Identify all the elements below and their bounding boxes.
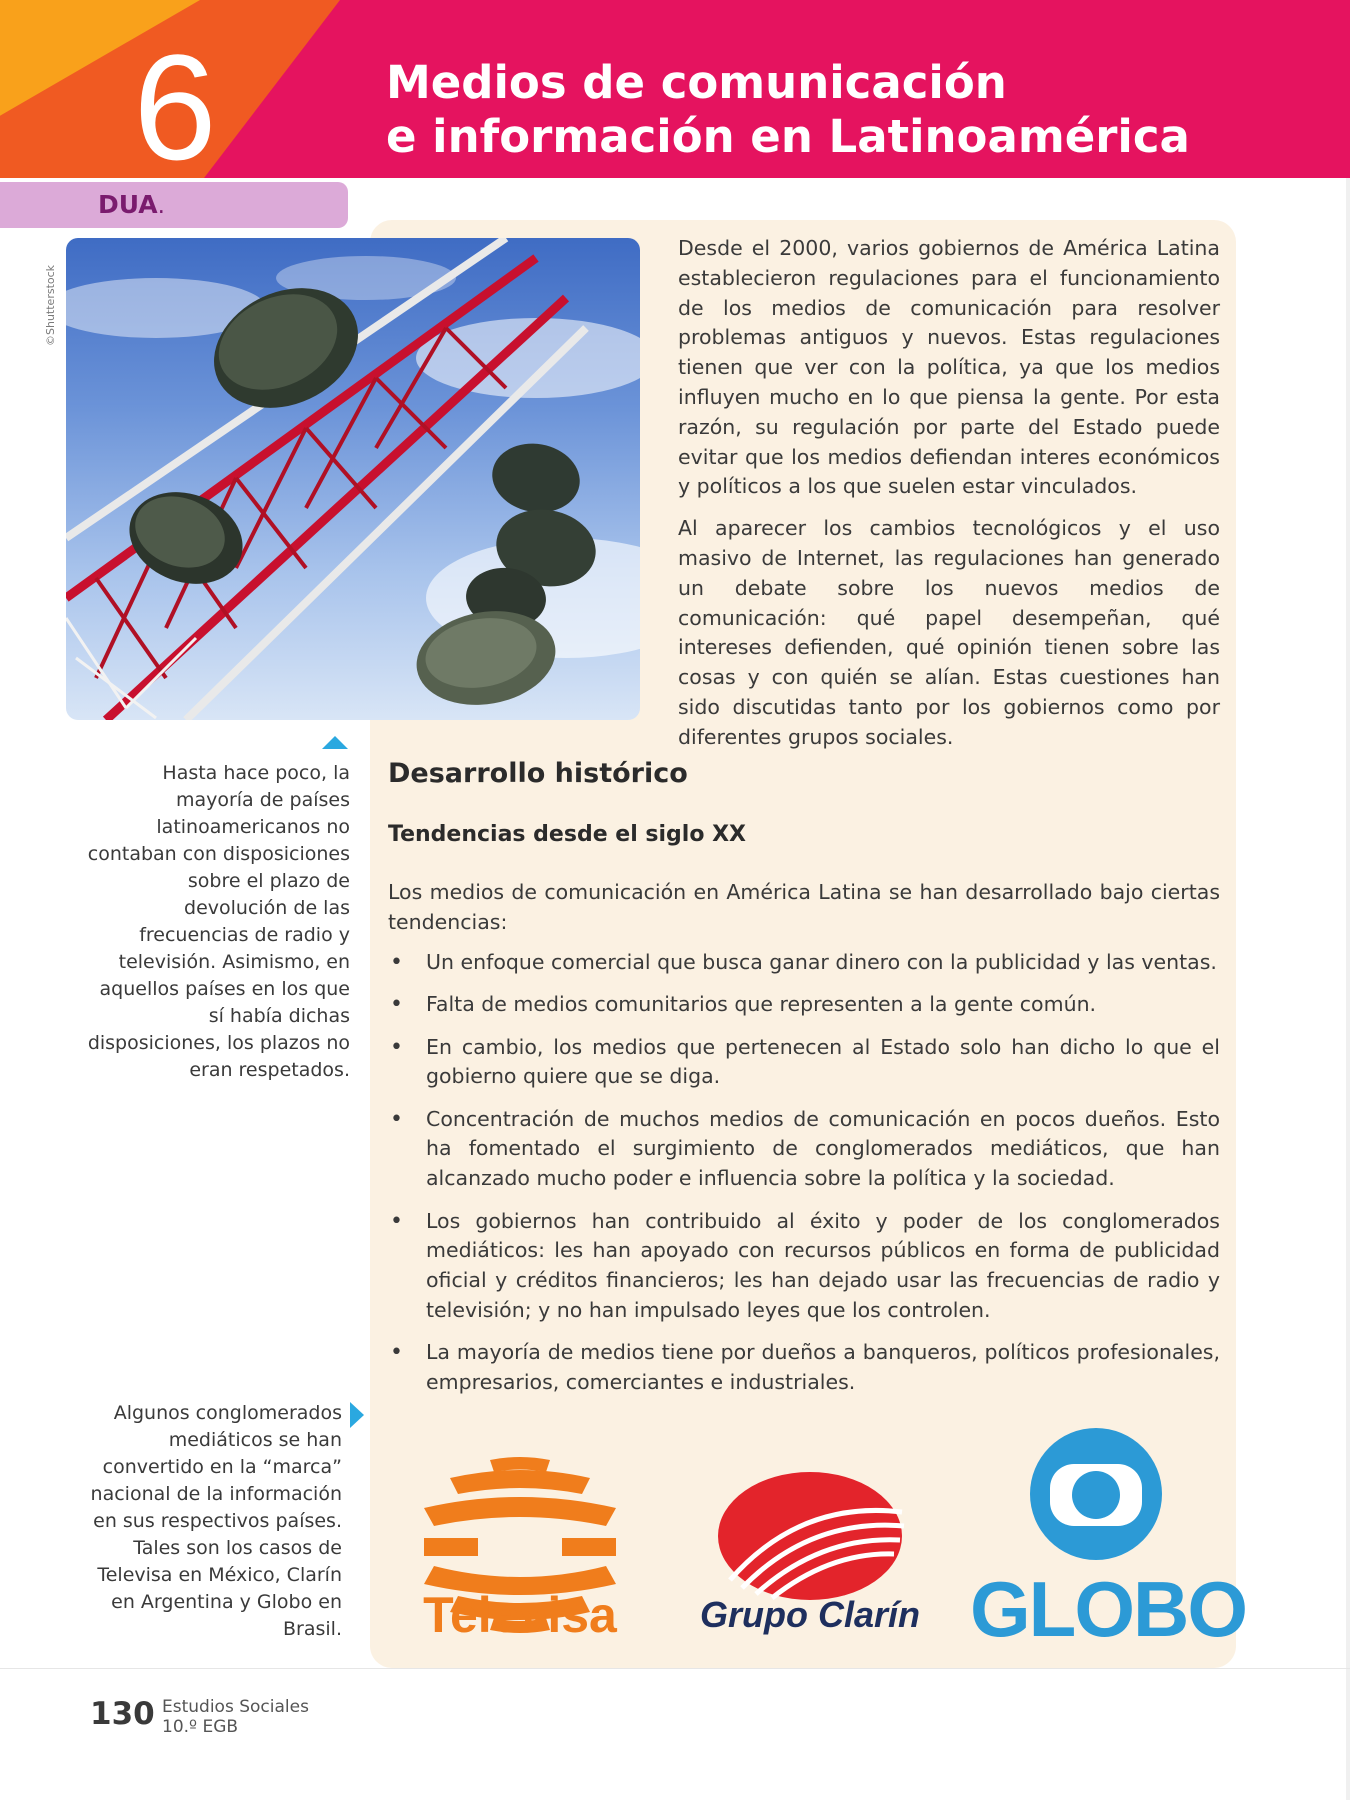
dua-badge-text: . [157,193,165,219]
unit-number: 6 [133,23,217,178]
list-item-text: Los gobiernos han contribuido al éxito y poder de los conglomerados mediáticos: les han apoyado con recursos públicos en forma de publicidad oficial y créditos financieros; les han dejado usar las frecuencias de radio y televisión; y no han impulsado leyes que los controlen. [426,1208,1220,1322]
unit-header [0,0,1350,178]
list-item-text: La mayoría de medios tiene por dueños a banqueros, políticos profesionales, empresarios, comerciantes e industriales. [426,1340,1220,1395]
intro-paragraph-2: Al aparecer los cambios tecnológicos y el uso masivo de Internet, las regulaciones han generado un debate sobre los nuevos medios de comunicación: qué papel desempeñan, qué intereses defienden, qué opinión tienen sobre las cosas y con quién se alían. Estas cuestiones han sido discutidas tanto por los gobiernos como por diferentes grupos sociales. [678,516,1220,749]
section-intro: Los medios de comunicación en América Latina se han desarrollado bajo ciertas tendencias: [388,880,1220,934]
section-title: Desarrollo histórico [388,758,688,789]
caption-arrow-right-icon [350,1402,364,1428]
page-number: 130 [90,1696,155,1732]
tower-illustration [66,238,640,720]
dua-badge [0,182,348,228]
footer-subject: Estudios Sociales [162,1697,309,1717]
bullet-icon: • [390,1034,403,1060]
tower-photo [66,238,640,720]
list-item-text: En cambio, los medios que pertenecen al Estado solo han dicho lo que el gobierno quiere que se diga. [426,1034,1220,1089]
list-item [388,1033,1220,1093]
page-title-line-2: e información en Latinoamérica [386,110,1190,163]
bullet-icon: • [390,1208,403,1234]
subsection-title: Tendencias desde el siglo XX [388,822,747,847]
bullet-icon: • [390,1340,403,1366]
list-item-text: Un enfoque comercial que busca ganar dinero con la publicidad y las ventas. [426,950,1217,974]
list-item-text: Concentración de muchos medios de comunicación en pocos dueños. Esto ha fomentado el surgimiento de conglomerados mediáticos, que han alcanzado mucho poder e influencia sobre la política y la sociedad. [426,1106,1220,1191]
footer-divider [0,1668,1350,1669]
globo-logo: GLOBO [970,1565,1246,1653]
bullet-icon: • [390,1106,403,1132]
page-title-line-1: Medios de comunicación [386,56,1007,109]
list-item [388,990,1220,1020]
televisa-logo: Televisa [423,1587,617,1643]
list-item-text: Falta de medios comunitarios que representen a la gente común. [426,992,1097,1017]
bullet-icon: • [390,950,403,975]
list-item [388,1207,1220,1326]
photo-caption: Hasta hace poco, la mayoría de países latinoamericanos no contaban con disposiciones sobre el plazo de devolución de las frecuencias de radio y televisión. Asimismo, en aquellos países en los que sí había dichas disposiciones, los plazos no eran respetados. [87,762,350,1081]
footer-grade: 10.º EGB [162,1717,239,1737]
list-item [388,1105,1220,1194]
intro-text [678,234,1220,765]
list-item [388,1338,1220,1398]
bullet-icon: • [390,992,403,1018]
dua-badge-bold: DUA [98,190,158,219]
page-title [386,56,1326,164]
page-edge [1346,178,1350,1800]
intro-paragraph-1: Desde el 2000, varios gobiernos de América Latina establecieron regulaciones para el funcionamiento de los medios de comunicación para resolver problemas antiguos y nuevos. Estas regulaciones tienen que ver con la política, ya que los medios influyen mucho en lo que piensa la gente. Por esta razón, su regulación por parte del Estado puede evitar que los medios defiendan interes económicos y políticos a los que suelen estar vinculados. [678,236,1220,499]
caption-arrow-up-icon [322,736,348,749]
clarin-logo: Grupo Clarín [699,1594,920,1635]
tendencies-list [388,948,1220,1410]
logos-caption: Algunos conglomerados mediáticos se han convertido en la “marca” nacional de la información en sus respectivos países. Tales son los casos de Televisa en México, Clarín en Argentina y Globo en Brasil. [90,1402,342,1640]
photo-credit: ©Shutterstock [44,264,57,346]
list-item [388,948,1220,978]
